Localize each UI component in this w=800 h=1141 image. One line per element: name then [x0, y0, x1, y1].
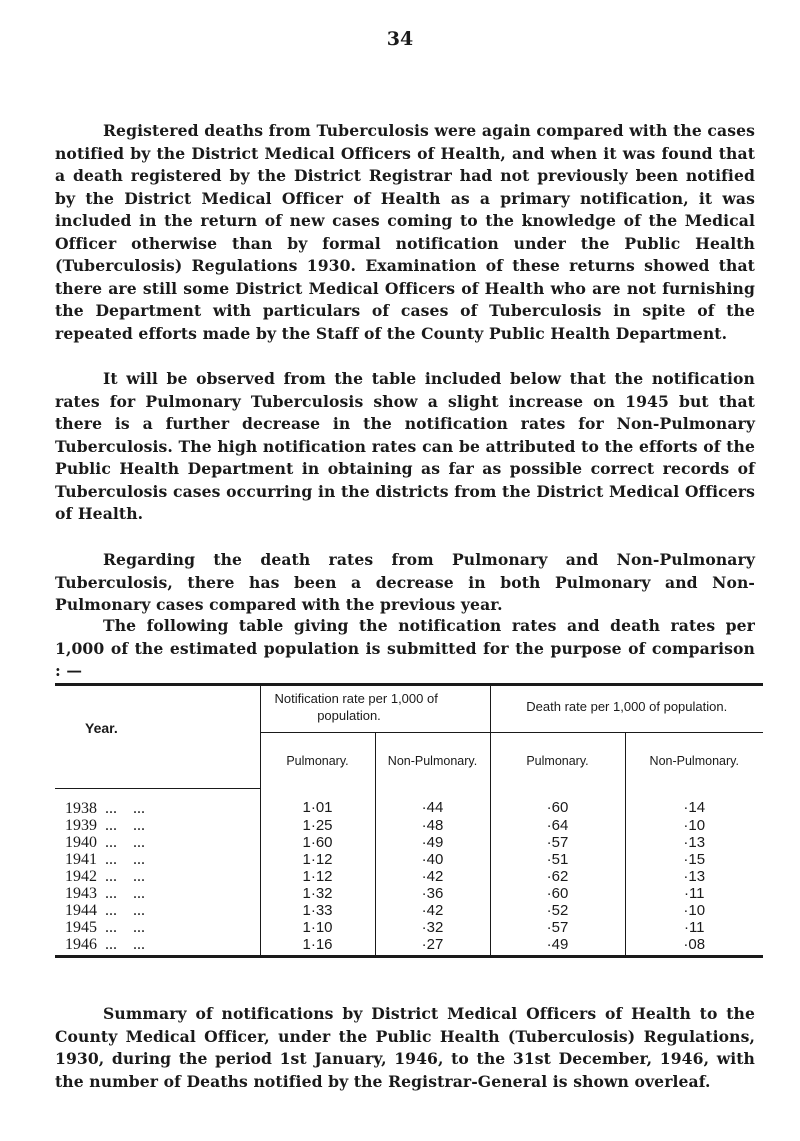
rates-table-body — [55, 788, 763, 955]
table-row — [55, 919, 763, 936]
notification-non-pulmonary-cell: ·42 — [375, 902, 490, 919]
notification-pulmonary-cell: 1·12 — [260, 868, 375, 885]
death-pulmonary-cell: ·64 — [490, 817, 625, 834]
notification-non-pulmonary-cell: ·40 — [375, 851, 490, 868]
year-cell: 1941 ... ... — [65, 850, 145, 868]
notification-rate-header-line2: population. — [317, 708, 381, 723]
death-rate-header: Death rate per 1,000 of population. — [490, 686, 763, 733]
notification-non-pulmonary-cell: ·36 — [375, 885, 490, 902]
subheader-notification-non-pulmonary: Non-Pulmonary. — [375, 733, 490, 789]
death-non-pulmonary-cell: ·13 — [625, 834, 763, 851]
year-cell: 1942 ... ... — [65, 867, 145, 885]
subheader-death-pulmonary: Pulmonary. — [490, 733, 625, 789]
notification-pulmonary-cell: 1·01 — [260, 788, 375, 817]
death-non-pulmonary-cell: ·11 — [625, 885, 763, 902]
notification-pulmonary-cell: 1·10 — [260, 919, 375, 936]
notification-pulmonary-cell: 1·25 — [260, 817, 375, 834]
notification-pulmonary-cell: 1·12 — [260, 851, 375, 868]
death-pulmonary-cell: ·51 — [490, 851, 625, 868]
death-pulmonary-cell: ·60 — [490, 788, 625, 817]
year-cell: 1944 ... ... — [65, 901, 145, 919]
death-pulmonary-cell: ·57 — [490, 834, 625, 851]
notification-rate-header-line1: Notification rate per 1,000 of — [274, 691, 438, 706]
death-pulmonary-cell: ·52 — [490, 902, 625, 919]
subheader-notification-pulmonary: Pulmonary. — [260, 733, 375, 789]
death-non-pulmonary-cell: ·11 — [625, 919, 763, 936]
death-non-pulmonary-cell: ·15 — [625, 851, 763, 868]
paragraph-table-intro: The following table giving the notification rates and death rates per 1,000 of the estimated population is submitted for the purpose of comparison : — — [55, 616, 755, 680]
death-non-pulmonary-cell: ·10 — [625, 817, 763, 834]
notification-pulmonary-cell: 1·60 — [260, 834, 375, 851]
table-row — [55, 851, 763, 868]
death-non-pulmonary-cell: ·10 — [625, 902, 763, 919]
paragraph-notification-rates: It will be observed from the table included below that the notification rates for Pulmonary Tuberculosis show a slight increase on 1945 but that there is a further decrease in the notification rates for Non-Pulmonary Tuberculosis. The high notification rates can be attributed to the efforts of the Public Health Department in obtaining as far as possible correct records of Tuberculosis cases occurring in the districts from the District Medical Officers of Health. — [55, 369, 755, 523]
death-non-pulmonary-cell: ·08 — [625, 936, 763, 955]
table-row — [55, 817, 763, 834]
year-header: Year. — [85, 720, 118, 736]
page-number: 34 — [386, 28, 414, 50]
death-non-pulmonary-cell: ·13 — [625, 868, 763, 885]
notification-pulmonary-cell: 1·32 — [260, 885, 375, 902]
year-cell: 1940 ... ... — [65, 833, 145, 851]
table-row — [55, 788, 763, 817]
year-cell: 1939 ... ... — [65, 816, 145, 834]
paragraph-death-rates: Regarding the death rates from Pulmonary and Non-Pulmonary Tuberculosis, there has been a decrease in both Pulmonary and Non-Pulmonary cases compared with the previous year. — [55, 550, 755, 614]
notification-non-pulmonary-cell: ·44 — [375, 788, 490, 817]
death-pulmonary-cell: ·62 — [490, 868, 625, 885]
table-row — [55, 868, 763, 885]
table-row — [55, 902, 763, 919]
death-non-pulmonary-cell: ·14 — [625, 788, 763, 817]
notification-non-pulmonary-cell: ·32 — [375, 919, 490, 936]
notification-rate-header — [260, 686, 490, 733]
paragraph-registered-deaths: Registered deaths from Tuberculosis were again compared with the cases notified by the District Medical Officers of Health, and when it was found that a death registered by the District Registrar had not previously been notified by the District Medical Officer of Health as a primary notification, it was included in the return of new cases coming to the knowledge of the Medical Officer otherwise than by formal notification under the Public Health (Tuberculosis) Regulations 1930. Examination of these returns showed that there are still some District Medical Officers of Health who are not furnishing the Department with particulars of cases of Tuberculosis in spite of the repeated efforts made by the Staff of the County Public Health Department. — [55, 121, 755, 343]
death-pulmonary-cell: ·60 — [490, 885, 625, 902]
paragraph-summary: Summary of notifications by District Medical Officers of Health to the County Medical Officer, under the Public Health (Tuberculosis) Regulations, 1930, during the period 1st January, 1946, to the 31st December, 1946, with the number of Deaths notified by the Registrar-General is shown overleaf. — [55, 1004, 755, 1091]
table-row — [55, 885, 763, 902]
notification-pulmonary-cell: 1·33 — [260, 902, 375, 919]
year-cell: 1945 ... ... — [65, 918, 145, 936]
subheader-death-non-pulmonary: Non-Pulmonary. — [625, 733, 763, 789]
table-row — [55, 936, 763, 955]
year-cell: 1938 ... ... — [55, 788, 260, 817]
year-cell: 1943 ... ... — [65, 884, 145, 902]
notification-non-pulmonary-cell: ·48 — [375, 817, 490, 834]
death-pulmonary-cell: ·49 — [490, 936, 625, 955]
notification-non-pulmonary-cell: ·49 — [375, 834, 490, 851]
year-cell: 1946 ... ... — [65, 935, 145, 953]
death-pulmonary-cell: ·57 — [490, 919, 625, 936]
notification-pulmonary-cell: 1·16 — [260, 936, 375, 955]
notification-non-pulmonary-cell: ·27 — [375, 936, 490, 955]
notification-non-pulmonary-cell: ·42 — [375, 868, 490, 885]
table-row — [55, 834, 763, 851]
rates-table — [55, 683, 763, 958]
